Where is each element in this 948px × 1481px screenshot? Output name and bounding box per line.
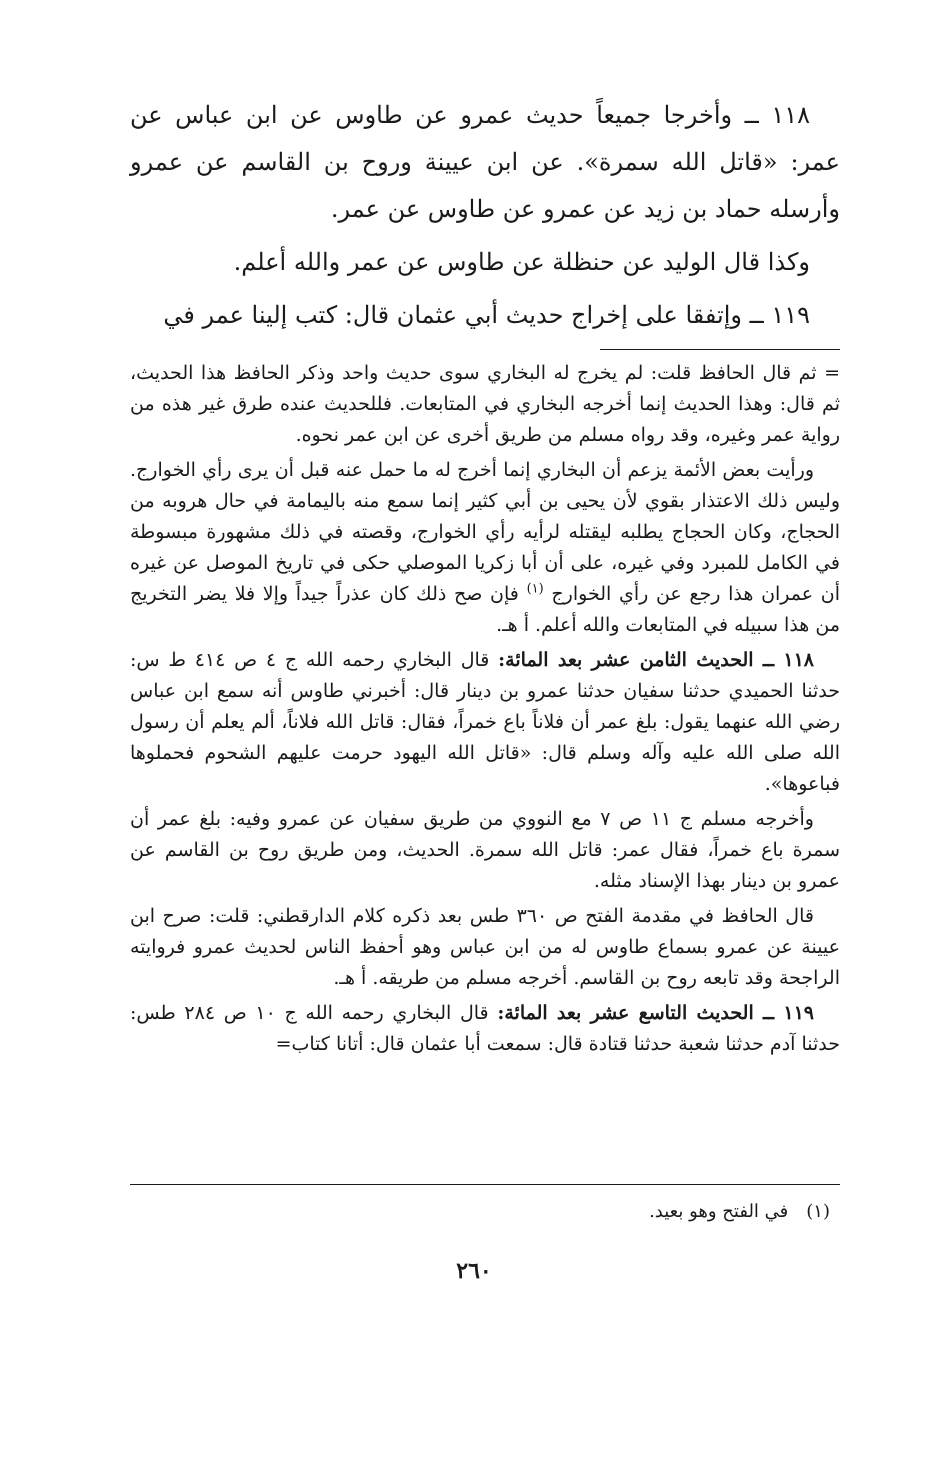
note-continuation: = ثم قال الحافظ قلت: لم يخرج له البخاري سوى حديث واحد وذكر الحافظ هذا الحديث، ثم قال: وهذا الحديث إنما أخرجه البخاري في المتابعات. فللحديث عنده طرق غير هذه من رواية عمر وغيره، وقد رواه مسلم من طريق أخرى عن ابن عمر نحوه. xyxy=(130,362,840,446)
note-khawarij-text-a: ورأيت بعض الأئمة يزعم أن البخاري إنما أخرج له ما حمل عنه قبل أن يرى رأي الخوارج. وليس ذلك الاعتذار بقوي لأن يحيى بن أبي كثير إنما سمع منه باليمامة في حال هروبه من الحجاج، وكان الحجاج يطلبه ليقتله لرأيه رأي الخوارج، وقصته في ذلك مشهورة مبسوطة في الكامل للمبرد وفي غيره، على أن أبا زكريا الموصلي حكى في تاريخ الموصل عن غيره أن عمران هذا رجع عن رأي الخوارج xyxy=(130,459,841,605)
footnote xyxy=(130,1198,830,1226)
note-muslim-takhrij: وأخرجه مسلم ج ١١ ص ٧ مع النووي من طريق سفيان عن عمرو وفيه: بلغ عمر أن سمرة باع خمراً، فقال عمر: قاتل الله سمرة. الحديث، ومن طريق روح بن القاسم عن عمرو بن دينار بهذا الإسناد مثله. xyxy=(130,808,840,892)
main-paragraph-118: ١١٨ ــ وأخرجا جميعاً حديث عمرو عن طاوس عن ابن عباس عن عمر: «قاتل الله سمرة». عن ابن عيينة وروح بن القاسم عن عمرو وأرسله حماد بن زيد عن عمرو عن طاوس عن عمر. xyxy=(130,101,840,223)
page-number: ٢٦٠ xyxy=(456,1258,492,1284)
notes-separator-line xyxy=(600,349,840,350)
main-paragraph-walid: وكذا قال الوليد عن حنظلة عن طاوس عن عمر والله أعلم. xyxy=(233,248,810,276)
note-khawarij xyxy=(130,455,840,641)
hadith-118-heading: ١١٨ ــ الحديث الثامن عشر بعد المائة: xyxy=(498,649,814,671)
hadith-118-body: قال البخاري رحمه الله ج ٤ ص ٤١٤ ط س: حدثنا الحميدي حدثنا سفيان حدثنا عمرو بن دينار قال: أخبرني طاوس أنه سمع ابن عباس رضي الله عنهما يقول: بلغ عمر أن فلاناً باع خمراً، فقال: قاتل الله فلاناً، ألم يعلم أن رسول الله صلى الله عليه وآله وسلم قال: «قاتل الله اليهود حرمت عليهم الشحوم فحملوها فباعوها». xyxy=(130,649,840,795)
main-paragraph-119: ١١٩ ــ وإتفقا على إخراج حديث أبي عثمان قال: كتب إلينا عمر في xyxy=(163,301,810,329)
commentary-notes xyxy=(130,358,840,1064)
footnote-number: (١) xyxy=(806,1201,830,1222)
note-khawarij-text-b: فإن صح ذلك كان عذراً جيداً وإلا فلا يضر التخريج من هذا سبيله في المتابعات والله أعلم. أ هـ. xyxy=(130,583,840,636)
note-hadith-118 xyxy=(130,645,840,800)
footnote-text: في الفتح وهو بعيد. xyxy=(649,1201,789,1222)
note-hadith-119 xyxy=(130,998,840,1060)
hadith-119-body: قال البخاري رحمه الله ج ١٠ ص ٢٨٤ طس: حدثنا آدم حدثنا شعبة حدثنا قتادة قال: سمعت أبا عثمان قال: أتانا كتاب= xyxy=(130,1002,840,1055)
hadith-119-heading: ١١٩ ــ الحديث التاسع عشر بعد المائة: xyxy=(497,1002,814,1024)
footnote-separator-line xyxy=(130,1184,840,1185)
footnote-reference[interactable]: (١) xyxy=(526,581,544,597)
main-text xyxy=(130,92,840,345)
note-hafiz-fath: قال الحافظ في مقدمة الفتح ص ٣٦٠ طس بعد ذكره كلام الدارقطني: قلت: صرح ابن عيينة عن عمرو بسماع طاوس له من ابن عباس وهو أحفظ الناس لحديث عمرو فروايته الراجحة وقد تابعه روح بن القاسم. أخرجه مسلم من طريقه. أ هـ. xyxy=(130,905,840,989)
